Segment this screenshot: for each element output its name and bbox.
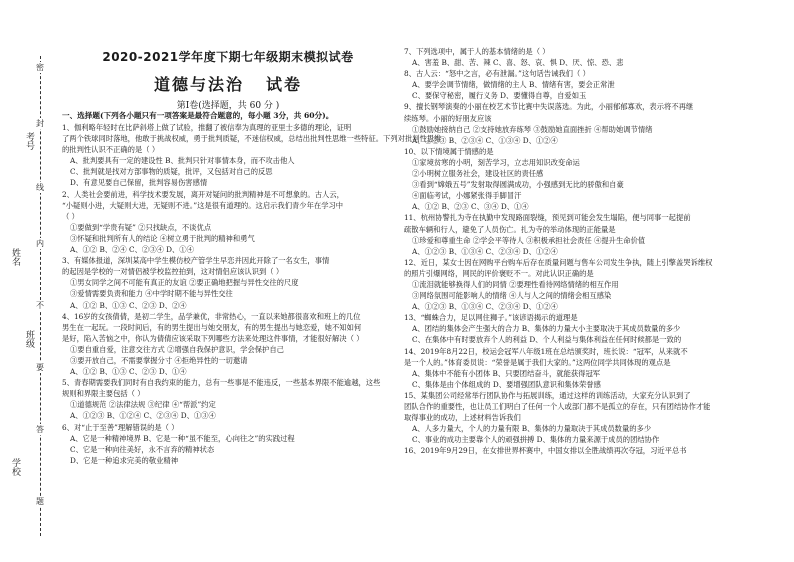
question-line: 8、古人云：“怒中之言，必有泄漏。”这句话告诫我们（ ） xyxy=(404,69,590,79)
question-line: 了两个铁球同时落地，他敢于挑战权威，勇于批判质疑，不迷信权威，总结出批判性思维一些特征。下列对批判性思维 xyxy=(62,134,442,144)
seal-char: 要 xyxy=(36,363,44,372)
answer-option-line: ③爱情需要负责和能力 ④中学时期不能与异性交往 xyxy=(70,289,233,299)
answer-option-line: D、它是一种追求完美的敬业精神 xyxy=(70,455,179,465)
question-line: 14、2019年8月22日，校运会冠军八年级1班在总结颁奖时，班长说：“冠军，从来就不 xyxy=(404,346,688,356)
answer-option-line: A、①②③ B、①③④ C、②③④ D、①②④ xyxy=(412,246,558,256)
question-line: 团队合作的重要性，也让员工们明白了任何一个人或部门都不是孤立的存在，只有团结协作才能 xyxy=(404,402,711,411)
question-line: 的照片引爆网络，网民的评价褒贬不一。对此认识正确的是 xyxy=(404,268,594,278)
answer-option-line: ③网络氛围可能影响人的情绪 ④人与人之间的情绪会相互感染 xyxy=(412,291,612,301)
question-line: 16、2019年9月29日，在女排世界杯赛中，中国女排以全胜战绩再次夺冠，习近平总书 xyxy=(404,446,687,456)
question-line: 11、杭州协警扎为寺在执勤中发现路面裂缝，预见到可能会发生塌陷，便与同事一起提前 xyxy=(404,213,691,223)
paper-section-label: 第Ⅰ卷(选择题，共 60 分 ) xyxy=(176,101,280,111)
answer-option-line: ①要自重自爱，注意交往方式 ②增强自我保护意识，学会保护自己 xyxy=(70,344,284,354)
question-line: 3、有媒体报道，深圳某高中学生模仿校产管学生早恋并因此开除了一名女生，事情 xyxy=(62,256,330,266)
question-line: 15、某集团公司经常举行团队协作与拓展训练，通过这样的训练活动，大家充分认识到了 xyxy=(404,390,691,400)
answer-option-line: C、事业的成功主要靠个人的顽强拼搏 D、集体的力量来源于成员的团结协作 xyxy=(412,435,660,445)
question-line: 续练琴。小丽的好朋友应该 xyxy=(404,113,492,123)
exam-number-label: 考号 xyxy=(24,132,34,150)
question-line: 是一个人的。”体育委员说：“荣誉是属于我们大家的。”这两位同学共同体现的观点是 xyxy=(404,357,671,367)
answer-option-line: ①要做到“学贵有疑” ②只找缺点，不谈优点 xyxy=(70,222,212,232)
question-line: 规则和界限主要包括（ ） xyxy=(62,389,145,399)
answer-option-line: A、①② B、①③ C、②③ D、①④ xyxy=(70,367,187,377)
exam-title: 2020-2021学年度下期七年级期末模拟试卷 xyxy=(102,50,354,64)
name-label: 姓名 xyxy=(10,248,20,266)
answer-option-line: C、集体是由个体组成的 D、要增强团队意识和集体荣誉感 xyxy=(412,379,601,389)
answer-option-line: A、人多力量大，个人的力量有限 B、集体的力量取决于其成员数量的多少 xyxy=(412,424,652,434)
class-label: 班级 xyxy=(24,330,34,348)
question-line: 2、人类社会要前进，科学技术要发展，离开对疑问的批判精神是不可想象的。古人云， xyxy=(62,189,344,199)
question-line: 的批判性认识不正确的是（ ） xyxy=(62,145,160,155)
answer-option-line: A、①②③ B、①②④ C、②③④ D、①③④ xyxy=(70,411,216,421)
answer-option-line: ①鼓励她接纳自己 ②支持她放弃练琴 ③鼓励她直面挫折 ④帮助她调节情绪 xyxy=(412,124,653,134)
answer-option-line: A、害羞 B、甜、苦、辣 C、喜、怒、哀、惧 D、厌、惊、恐、悲 xyxy=(412,58,624,68)
answer-option-line: C、批判就是找对方部事物的质疑，批评，又包括对自己的反思 xyxy=(70,167,273,177)
section-heading: 一、选择题(下列各小题只有一项答案是最符合题意的，每小题 3分，共 60分)。 xyxy=(62,111,334,120)
answer-option-line: ①珍爱和尊重生命 ②学会平等待人 ③积极承担社会责任 ④提升生命价值 xyxy=(412,235,646,245)
question-line: 7、下列选项中，属于人的基本情绪的是（ ） xyxy=(404,47,550,56)
seal-char: 密 xyxy=(36,63,44,72)
answer-option-line: D、有意见要自己保留，批判容易伤害感情 xyxy=(70,178,208,188)
answer-option-line: A、①② B、②④ C、②③④ D、①④ xyxy=(70,245,194,255)
answer-option-line: ②小明树立服务社会，建设社区的责任感 xyxy=(412,169,544,179)
question-line: 4、16岁的女孩倩倩，是初二学生，品学兼优，非常热心，一直以来她都很喜欢和班上的几位 xyxy=(62,311,361,321)
seal-char: 答 xyxy=(36,425,44,434)
answer-option-line: A、它是一种精神境界 B、它是一种“虽不能至，心向往之”的实践过程 xyxy=(70,433,295,443)
seal-char: 封 xyxy=(36,119,44,128)
answer-option-line: ①家境贫寒的小明，刻苦学习，立志用知识改变命运 xyxy=(412,157,580,167)
left-column-questions xyxy=(62,122,442,466)
answer-option-line: A、要学会调节情绪，做情绪的主人 B、情绪有害，要会正常泄 xyxy=(412,80,615,90)
question-line: （ ） xyxy=(62,211,79,221)
answer-option-line: ④面临考试，小娜紧张得手脚冒汗 xyxy=(412,191,522,201)
seal-char: 内 xyxy=(36,239,44,248)
question-line: 疏散车辆和行人，避免了人员伤亡。扎为寺的举动体现的正能量是 xyxy=(404,224,616,234)
answer-option-line: C、在集体中有时要放弃个人的利益 D、个人利益与集体利益在任何时候都是一致的 xyxy=(412,335,682,345)
question-line: 1、伽利略年轻时在比萨斜塔上做了试验，推翻了被信奉为真理的亚里士多德的理论，证明 xyxy=(62,123,352,132)
answer-option-line: A、团结的集体会产生强大的合力 B、集体的力量大小主要取决于其成员数量的多少 xyxy=(412,324,681,334)
question-line: 9、擅长钢琴演奏的小丽在校艺术节比赛中失误落选。为此，小丽郁郁寡欢，表示将不再继 xyxy=(404,102,694,112)
binding-margin xyxy=(0,0,58,562)
subject-title xyxy=(58,72,398,95)
answer-option-line: ③看到“嫦娥五号”发射取得圆满成功，小强感到无比的骄傲和自豪 xyxy=(412,180,624,190)
answer-option-line: C、要保守秘密，履行义务 D、要懂得自尊，自爱如玉 xyxy=(412,91,587,101)
answer-option-line: ③怀疑和批判所有人的结论 ④树立勇于批判的精神和勇气 xyxy=(70,233,255,243)
question-line: 男生在一起玩。一段时间后，有的男生提出与她交朋友，有的男生提出与她恋爱，她不知如何 xyxy=(62,322,362,332)
answer-option-line: A、①②③ B、①③④ C、②③④ D、①②④ xyxy=(412,302,558,312)
question-line: 6、对“止于至善”理解错误的是（ ） xyxy=(62,422,179,432)
question-line: 的起因是学校的一对情侣被学校监控拍到，这对情侣应该认识到（ ） xyxy=(62,267,284,277)
question-line: 13、“蜘蛛合力，足以网住狮子。”该谚语揭示的道理是 xyxy=(404,313,578,323)
answer-option-line: A、①② B、①③ C、②③ D、②④ xyxy=(70,300,187,310)
paper-kind: 试卷 xyxy=(266,75,303,94)
answer-option-line: A、集体中不能有小团体 B、只要团结奋斗，就能获得冠军 xyxy=(412,368,601,378)
seal-char: 线 xyxy=(36,183,44,192)
question-line: 取得事业的成功，上述材料告诉我们 xyxy=(404,413,521,423)
answer-option-line: ③要开放自己，不需要掌握分寸 ④拒绝异性的一切邀请 xyxy=(70,355,248,365)
question-line: 10、以下情境属于情感的是 xyxy=(404,146,494,156)
question-line: 是好，陷入苦恼之中，你认为倩倩应该采取下列哪些方法来处理这件事情，才能很好解决（ ） xyxy=(62,333,364,343)
answer-option-line: ①流泪就能够换得人们的同情 ②要理性看待网络情绪的相互作用 xyxy=(412,279,619,289)
question-line: 5、青春期需要我们同时有自我约束的能力，总有一些事是不能违反，一些基本界限不能逾越，这些 xyxy=(62,378,381,388)
seal-char: 不 xyxy=(36,301,44,310)
school-label: 学校 xyxy=(10,458,20,476)
question-line: 12、近日，某女士因在网购平台购车后存在质量问题与售车公司发生争执，随上引擎盖哭诉维权 xyxy=(404,257,713,267)
answer-option-line: A、①②③ B、②③④ C、①③④ D、①②④ xyxy=(412,135,558,145)
answer-option-line: ①男女同学之间不可能有真正的友谊 ②要正确地把握与异性交往的尺度 xyxy=(70,278,299,288)
seal-char: 题 xyxy=(36,497,44,506)
subject-name: 道德与法治 xyxy=(153,75,244,94)
question-line: “小疑则小进，大疑则大进，无疑则不进。”这是很有道理的。这启示我们青少年在学习中 xyxy=(62,200,344,210)
answer-option-line: C、它是一种向往美好，永不言弃的精神状态 xyxy=(70,444,215,454)
answer-option-line: A、①② B、②③ C、③④ D、①④ xyxy=(412,202,529,212)
answer-option-line: A、批判要具有一定的建设性 B、批判只针对事情本身，而不攻击他人 xyxy=(70,156,295,166)
answer-option-line: ①道德规范 ②法律法规 ③纪律 ④“帮派”约定 xyxy=(70,400,216,410)
right-column-questions xyxy=(404,46,788,456)
